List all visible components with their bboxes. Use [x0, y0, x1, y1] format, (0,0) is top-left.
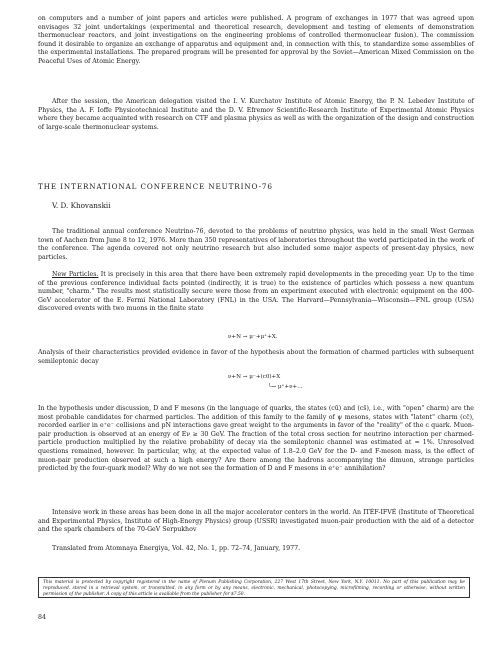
- paragraph-intro: The traditional annual conference Neutrino-76, devoted to the problems of neutrino physics, was held in the small West German town of Aachen from June 8 to 12, 1976. More than 350 representatives of laboratories throughout the world participated in the work of the conference. The agenda covered not only neutrino research but also included some major aspects of present-day physics, new particles.: [38, 228, 474, 261]
- equation-semileptonic-decay: └→ μ⁺+ν+...: [268, 384, 303, 390]
- paragraph-analysis: Analysis of their characteristics provided evidence in favor of the hypothesis about the formation of charmed particles with subsequent semileptonic decay: [38, 349, 474, 365]
- paragraph-intensive-work: Intensive work in these areas has been done in all the major accelerator centers in the world. An ITÉF-IFVÉ (Institute of Theoretical and Experimental Physics, Institute of High-Energy Physics) group (USSR) investigated muon-pair production with the aid of a detector and the spark chambers of the 70-GeV Serpukhov: [38, 509, 474, 534]
- equation-charm-production: ν+N → μ⁻+(c0)+X: [228, 374, 281, 380]
- analysis-text: [38, 349, 474, 366]
- continued-text: [38, 15, 474, 67]
- hypothesis-text: [38, 405, 474, 474]
- article-author: V. D. Khovanskii: [52, 201, 111, 210]
- paragraph-exchanges: on computers and a number of joint papers and articles were published. A program of exchanges in 1977 that was agreed upon envisages 32 joint undertakings (experimental and theoretical research, development and testing of elements of demonstration thermonuclear reactors, and joint investigations on the engineering problems of controlled thermonuclear fusion). The commission found it desirable to organize an exchange of apparatus and equipment and, in connection with this, to standardize some assemblies of the experimental installations. The prepared program will be presented for approval by the Soviet—American Mixed Commission on the Peaceful Uses of Atomic Energy.: [38, 15, 474, 65]
- translation-note: Translated from Atomnaya Énergiya, Vol. 42, No. 1, pp. 72–74, January, 1977.: [52, 545, 301, 552]
- paragraph-new-particles: New Particles. It is precisely in this area that there have been extremely rapid developments in the preceding year. Up to the time of the previous conference individual facts pointed (indirectly, it is true) to the existence of particles which possess a new quantum number, "charm." The results most statistically secure were those from an experiment executed with electronic equipment on the 400-GeV accelerator of the E. Fermi National Laboratory (FNL) in the USA. The Harvard—Pennsylvania—Wisconsin—FNL group (USA) discovered events with two muons in the finite state: [38, 271, 474, 313]
- page-number: 84: [38, 614, 47, 621]
- copyright-notice: This material is protected by copyright registered in the name of Plenum Publishing Corporation, 227 West 17th Street, New York, N.Y. 10011. No part of this publication may be reproduced, stored in a retrieval system, or transmitted, in any form or by any means, electronic, mechanical, photocopying, microfilming, recording or otherwise, without written permission of the publisher. A copy of this article is available from the publisher for $7.50.: [38, 577, 470, 598]
- new-particles-section: [38, 271, 474, 314]
- intensive-work-text: [38, 509, 474, 535]
- equation-dimuon: ν+N → μ⁻+μ⁺+X.: [228, 334, 278, 340]
- intro-text: [38, 228, 474, 262]
- article-title: THE INTERNATIONAL CONFERENCE NEUTRINO-76: [38, 182, 273, 191]
- delegation-text: [38, 98, 474, 132]
- section-heading-new-particles: New Particles.: [52, 271, 99, 278]
- paragraph-hypothesis: In the hypothesis under discussion, D and F mesons (in the language of quarks, the states (cū) and (cs̄), i.e., with "open" charm) are the most probable candidates for charmed particles. The addition of this family to the family of ψ mesons, states with "latent" charm (cc̄), recorded earlier in e⁺e⁻ collisions and pN interactions gave great weight to the arguments in favor of the "reality" of the c quark. Muon-pair production is observed at an energy of Eν ≥ 30 GeV. The fraction of the total cross section for neutrino interaction per charmed-particle production multiplied by the relative probability of decay via the semileptonic channel was estimated at ≈ 1%. Unresolved questions remained, however. In particular, why, at the expected value of 1.8–2.0 GeV for the D- and F-meson mass, is the effect of muon-pair production observed at such a high energy? Are there among the hadrons accompanying the dimuon, strange particles predicted by the four-quark model? Why do we not see the formation of D and F mesons in e⁺e⁻ annihilation?: [38, 405, 474, 473]
- paragraph-delegation: After the session, the American delegation visited the I. V. Kurchatov Institute of Atomic Energy, the P. N. Lebedev Institute of Physics, the A. F. Ioffe Physicotechnical Institute and the D. V. Efremov Scientific-Research Institute of Experimental Atomic Physics where they became acquainted with research on CTF and plasma physics as well as with the organization of the design and construction of large-scale thermonuclear systems.: [38, 98, 474, 131]
